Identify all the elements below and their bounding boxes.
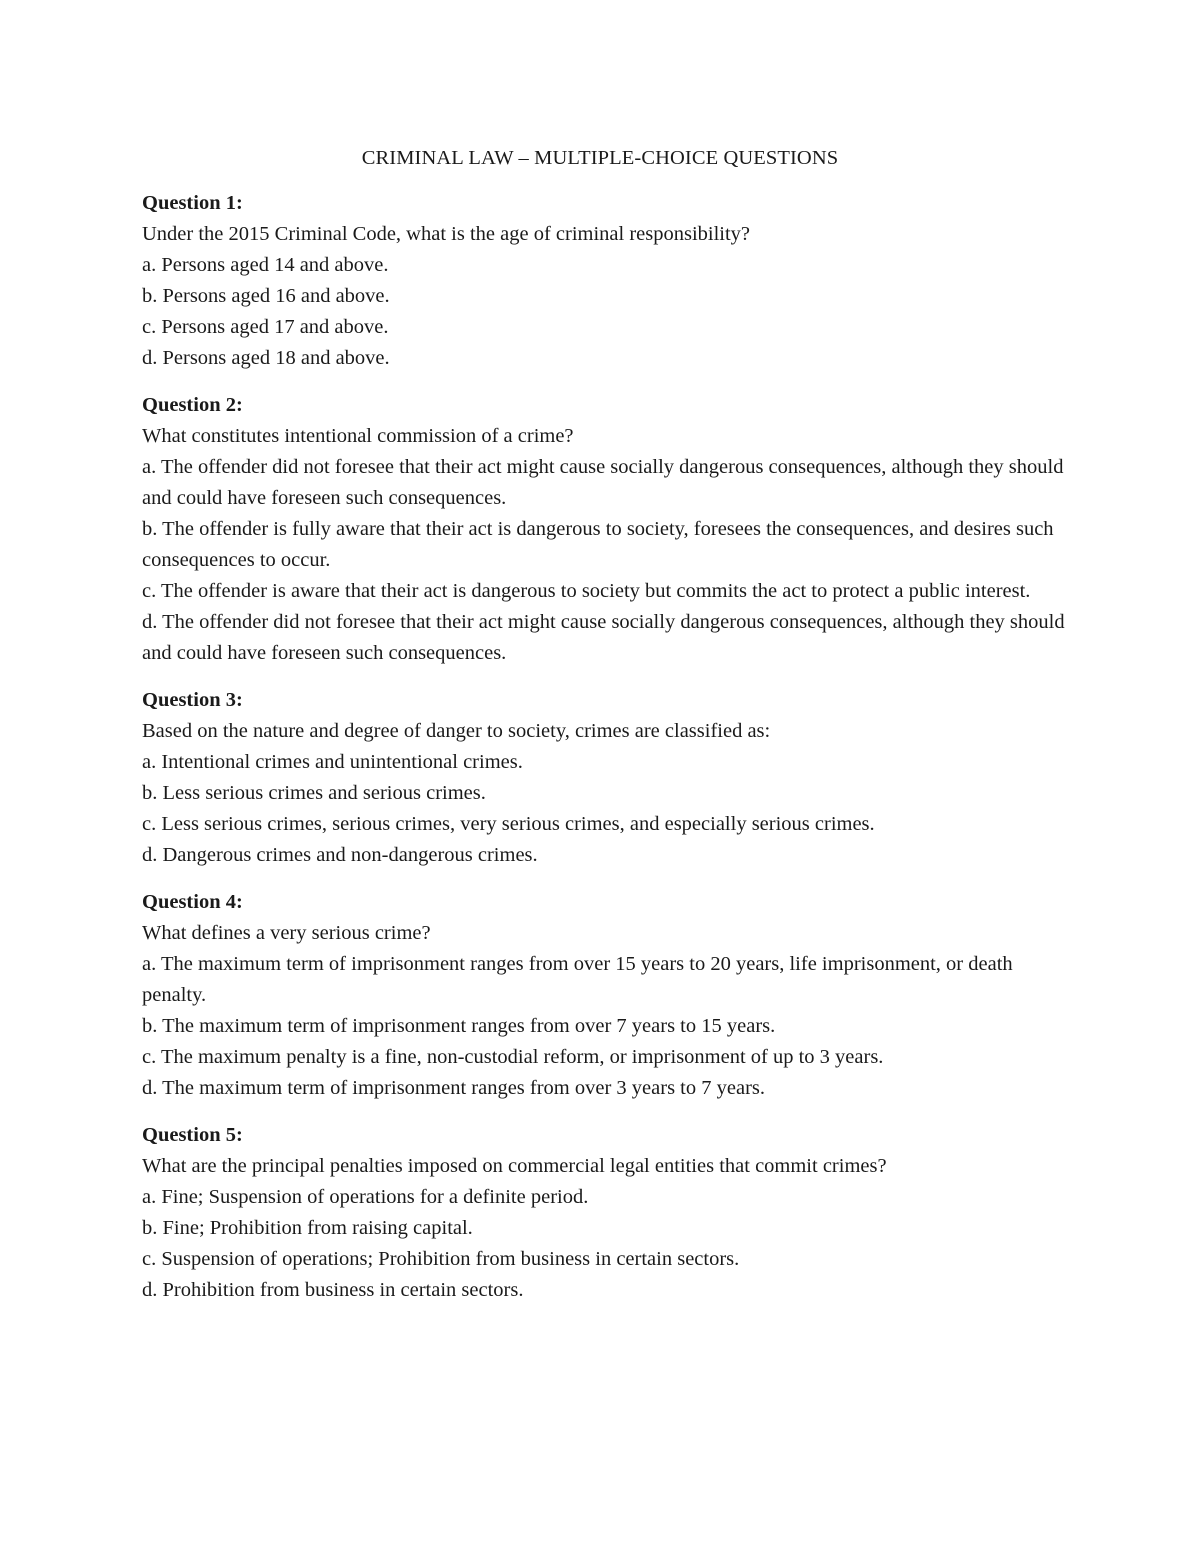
option-d: d. The offender did not foresee that their act might cause socially dangerous consequences, although they should and could have foreseen such consequences. <box>142 611 1065 664</box>
option-d: d. Persons aged 18 and above. <box>142 347 390 369</box>
option-c: c. Suspension of operations; Prohibition from business in certain sectors. <box>142 1248 740 1270</box>
option-a: a. Persons aged 14 and above. <box>142 254 389 276</box>
question-5 <box>142 1120 1077 1306</box>
question-3 <box>142 685 1077 871</box>
option-d: d. Dangerous crimes and non-dangerous crimes. <box>142 844 538 866</box>
option-c: c. Persons aged 17 and above. <box>142 316 389 338</box>
option-c: c. The offender is aware that their act is dangerous to society but commits the act to protect a public interest. <box>142 580 1031 602</box>
option-b: b. Less serious crimes and serious crimes. <box>142 782 486 804</box>
option-a: a. Fine; Suspension of operations for a definite period. <box>142 1186 589 1208</box>
question-text: Based on the nature and degree of danger to society, crimes are classified as: <box>142 720 771 742</box>
option-c: c. The maximum penalty is a fine, non-custodial reform, or imprisonment of up to 3 years. <box>142 1046 884 1068</box>
question-heading: Question 2: <box>142 394 243 416</box>
option-b: b. The offender is fully aware that their act is dangerous to society, foresees the consequences, and desires such consequences to occur. <box>142 518 1054 571</box>
option-a: a. The offender did not foresee that their act might cause socially dangerous consequences, although they should and could have foreseen such consequences. <box>142 456 1064 509</box>
question-1 <box>142 188 1077 374</box>
option-d: d. The maximum term of imprisonment ranges from over 3 years to 7 years. <box>142 1077 766 1099</box>
question-2 <box>142 390 1077 669</box>
option-b: b. Fine; Prohibition from raising capital. <box>142 1217 473 1239</box>
question-text: What defines a very serious crime? <box>142 922 431 944</box>
question-text: Under the 2015 Criminal Code, what is the age of criminal responsibility? <box>142 223 751 245</box>
question-text: What are the principal penalties imposed on commercial legal entities that commit crimes? <box>142 1155 887 1177</box>
option-b: b. Persons aged 16 and above. <box>142 285 390 307</box>
question-text: What constitutes intentional commission of a crime? <box>142 425 574 447</box>
question-4 <box>142 887 1077 1104</box>
option-b: b. The maximum term of imprisonment ranges from over 7 years to 15 years. <box>142 1015 776 1037</box>
question-heading: Question 5: <box>142 1124 243 1146</box>
question-heading: Question 4: <box>142 891 243 913</box>
option-c: c. Less serious crimes, serious crimes, very serious crimes, and especially serious crimes. <box>142 813 875 835</box>
option-a: a. Intentional crimes and unintentional crimes. <box>142 751 523 773</box>
question-heading: Question 3: <box>142 689 243 711</box>
question-heading: Question 1: <box>142 192 243 214</box>
document-title: CRIMINAL LAW – MULTIPLE-CHOICE QUESTIONS <box>361 147 839 169</box>
option-a: a. The maximum term of imprisonment ranges from over 15 years to 20 years, life imprisonment, or death penalty. <box>142 953 1013 1006</box>
option-d: d. Prohibition from business in certain sectors. <box>142 1279 524 1301</box>
question-list <box>142 188 1077 1322</box>
